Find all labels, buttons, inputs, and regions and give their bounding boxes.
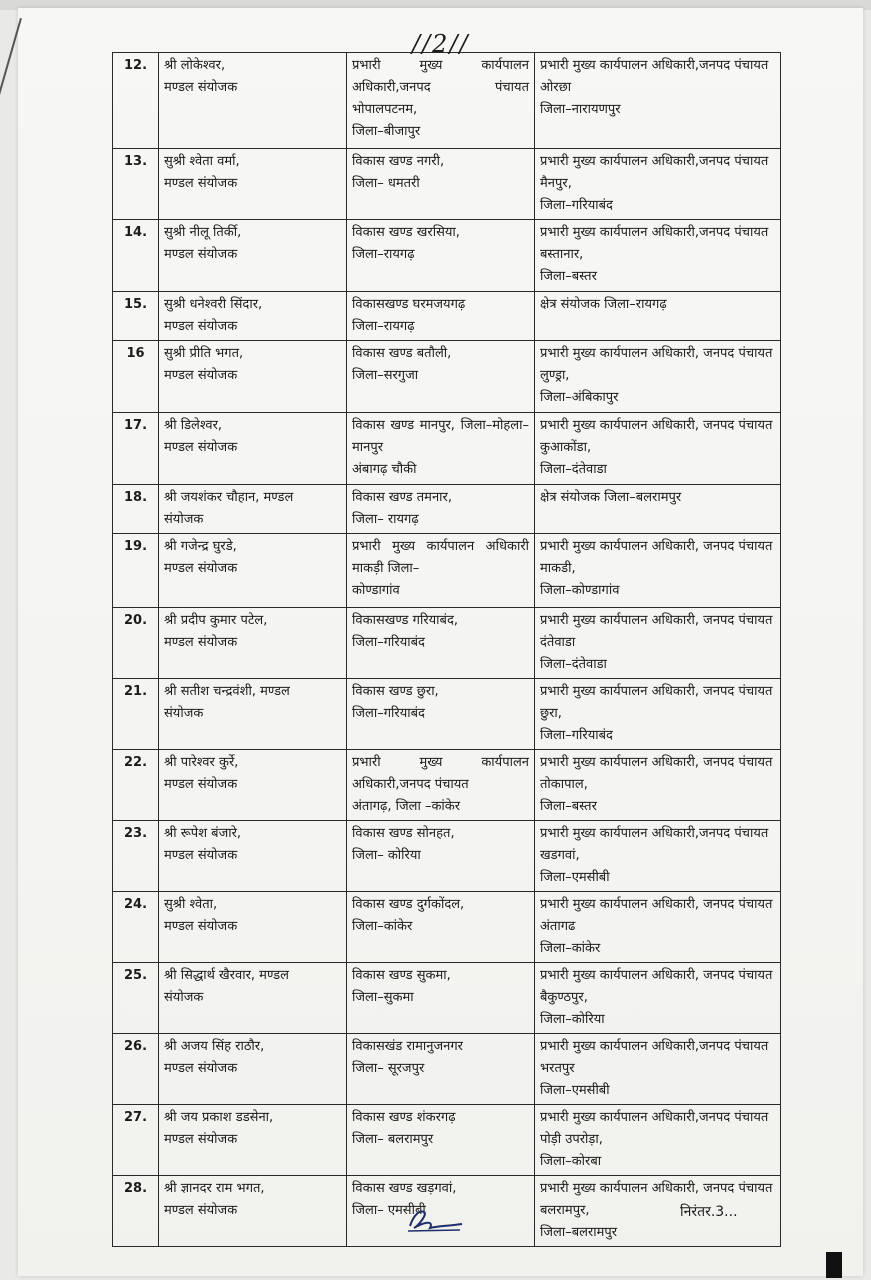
current-posting-cell-district: जिला–गरियाबंद bbox=[352, 706, 425, 721]
current-posting-cell-district: जिला–कांकेर bbox=[352, 919, 413, 934]
current-posting-cell-post: विकास खण्ड खड़गवां, bbox=[352, 1181, 457, 1196]
employee-cell-designation: मण्डल संयोजक bbox=[164, 919, 238, 934]
current-posting-cell-post: विकास खण्ड बतौली, bbox=[352, 346, 452, 361]
new-posting-cell-post: प्रभारी मुख्य कार्यपालन अधिकारी, जनपद पंचायत तोकापाल, bbox=[540, 755, 773, 792]
table-row bbox=[113, 149, 781, 220]
current-posting-cell-post: विकास खण्ड दुर्गकोंदल, bbox=[352, 897, 465, 912]
serial-number-cell-text: 25. bbox=[123, 968, 148, 983]
serial-number-cell-text: 14. bbox=[123, 225, 148, 240]
table-row bbox=[113, 892, 781, 963]
serial-number-cell-text: 26. bbox=[123, 1039, 148, 1054]
new-posting-cell-district: जिला–दंतेवाडा bbox=[540, 657, 607, 672]
employee-cell-name: श्री सिद्धार्थ खैरवार, मण्डल bbox=[164, 968, 289, 983]
table-row bbox=[113, 608, 781, 679]
serial-number-cell-text: 18. bbox=[123, 490, 148, 505]
employee-cell-name: श्री अजय सिंह राठौर, bbox=[164, 1039, 265, 1054]
serial-number-cell-text: 22. bbox=[123, 755, 148, 770]
table-row bbox=[113, 220, 781, 292]
page-number: //2// bbox=[412, 30, 470, 58]
current-posting-cell-district: जिला– एमसीबी bbox=[352, 1203, 426, 1218]
new-posting-cell bbox=[535, 892, 781, 963]
employee-cell-name: श्री रूपेश बंजारे, bbox=[164, 826, 242, 841]
serial-number-cell bbox=[113, 341, 159, 413]
employee-cell bbox=[159, 892, 347, 963]
employee-cell-designation: मण्डल संयोजक bbox=[164, 561, 238, 576]
employee-cell-name: श्री सतीश चन्द्रवंशी, मण्डल bbox=[164, 684, 290, 699]
serial-number-cell bbox=[113, 292, 159, 341]
employee-cell-name: सुश्री धनेश्वरी सिंदार, bbox=[164, 297, 263, 312]
current-posting-cell-district: अंबागढ़ चौकी bbox=[352, 462, 417, 477]
new-posting-cell bbox=[535, 1105, 781, 1176]
current-posting-cell-district: जिला–गरियाबंद bbox=[352, 635, 425, 650]
table-row bbox=[113, 413, 781, 485]
table-row bbox=[113, 679, 781, 750]
employee-cell-designation: मण्डल संयोजक bbox=[164, 1132, 238, 1147]
new-posting-cell bbox=[535, 534, 781, 608]
new-posting-cell bbox=[535, 220, 781, 292]
employee-cell bbox=[159, 413, 347, 485]
transfer-table bbox=[112, 52, 781, 1247]
new-posting-cell-district: जिला–बलरामपुर bbox=[540, 1225, 618, 1240]
employee-cell-name: श्री गजेन्द्र घुरडे, bbox=[164, 539, 237, 554]
current-posting-cell-district: जिला– धमतरी bbox=[352, 176, 420, 191]
employee-cell-designation: मण्डल संयोजक bbox=[164, 247, 238, 262]
current-posting-cell-post: प्रभारी मुख्य कार्यपालन अधिकारी,जनपद पंचायत भोपालपटनम, bbox=[352, 58, 529, 117]
employee-cell-designation: संयोजक bbox=[164, 706, 204, 721]
new-posting-cell bbox=[535, 1034, 781, 1105]
new-posting-cell-district: जिला–कोण्डागांव bbox=[540, 583, 620, 598]
new-posting-cell-district: जिला–बस्तर bbox=[540, 799, 597, 814]
serial-number-cell bbox=[113, 750, 159, 821]
new-posting-cell-post: प्रभारी मुख्य कार्यपालन अधिकारी, जनपद पंचायत छुरा, bbox=[540, 684, 773, 721]
employee-cell bbox=[159, 963, 347, 1034]
serial-number-cell-text: 19. bbox=[123, 539, 148, 554]
serial-number-cell bbox=[113, 534, 159, 608]
employee-cell bbox=[159, 53, 347, 149]
current-posting-cell-post: विकास खण्ड सुकमा, bbox=[352, 968, 451, 983]
current-posting-cell-post: प्रभारी मुख्य कार्यपालन अधिकारी,जनपद पंचायत bbox=[352, 755, 529, 792]
serial-number-cell-text: 16 bbox=[126, 346, 145, 361]
new-posting-cell-district: जिला–अंबिकापुर bbox=[540, 390, 619, 405]
employee-cell-name: श्री पारेश्वर कुर्रे, bbox=[164, 755, 239, 770]
employee-cell-name: सुश्री नीलू तिर्की, bbox=[164, 225, 242, 240]
new-posting-cell-post: प्रभारी मुख्य कार्यपालन अधिकारी, जनपद पंचायत बैकुण्ठपुर, bbox=[540, 968, 773, 1005]
employee-cell-designation: संयोजक bbox=[164, 990, 204, 1005]
new-posting-cell-district: जिला–एमसीबी bbox=[540, 870, 610, 885]
new-posting-cell-district: जिला–गरियाबंद bbox=[540, 198, 613, 213]
current-posting-cell-post: विकासखण्ड घरमजयगढ़ bbox=[352, 297, 466, 312]
serial-number-cell-text: 28. bbox=[123, 1181, 148, 1196]
new-posting-cell-post: प्रभारी मुख्य कार्यपालन अधिकारी,जनपद पंचायत बस्तानार, bbox=[540, 225, 769, 262]
employee-cell-designation: मण्डल संयोजक bbox=[164, 635, 238, 650]
new-posting-cell bbox=[535, 750, 781, 821]
serial-number-cell bbox=[113, 892, 159, 963]
current-posting-cell-post: विकास खण्ड शंकरगढ़ bbox=[352, 1110, 456, 1125]
table-row bbox=[113, 750, 781, 821]
employee-cell bbox=[159, 220, 347, 292]
current-posting-cell bbox=[347, 963, 535, 1034]
new-posting-cell-post: प्रभारी मुख्य कार्यपालन अधिकारी, जनपद पंचायत अंतागढ bbox=[540, 897, 773, 934]
new-posting-cell bbox=[535, 1176, 781, 1247]
employee-cell-name: सुश्री श्वेता, bbox=[164, 897, 218, 912]
table-row bbox=[113, 341, 781, 413]
current-posting-cell-district: जिला– कोरिया bbox=[352, 848, 421, 863]
current-posting-cell-post: विकासखण्ड गरियाबंद, bbox=[352, 613, 458, 628]
new-posting-cell-post: प्रभारी मुख्य कार्यपालन अधिकारी, जनपद पंचायत बलरामपुर, bbox=[540, 1181, 773, 1218]
table-row bbox=[113, 963, 781, 1034]
new-posting-cell-post: प्रभारी मुख्य कार्यपालन अधिकारी, जनपद पंचायत लुण्ड्रा, bbox=[540, 346, 773, 383]
current-posting-cell-district: जिला– रायगढ़ bbox=[352, 512, 419, 527]
current-posting-cell-district: जिला– सूरजपुर bbox=[352, 1061, 425, 1076]
table-row bbox=[113, 821, 781, 892]
current-posting-cell bbox=[347, 53, 535, 149]
serial-number-cell bbox=[113, 963, 159, 1034]
table-row bbox=[113, 1034, 781, 1105]
signature-mark bbox=[404, 1204, 466, 1234]
serial-number-cell-text: 12. bbox=[123, 58, 148, 73]
employee-cell bbox=[159, 149, 347, 220]
current-posting-cell bbox=[347, 534, 535, 608]
current-posting-cell-district: जिला–सुकमा bbox=[352, 990, 414, 1005]
new-posting-cell-district: जिला–कोरिया bbox=[540, 1012, 605, 1027]
corner-mark bbox=[826, 1252, 842, 1278]
serial-number-cell-text: 23. bbox=[123, 826, 148, 841]
employee-cell-name: श्री लोकेश्वर, bbox=[164, 58, 226, 73]
employee-cell-designation: संयोजक bbox=[164, 512, 204, 527]
employee-cell bbox=[159, 750, 347, 821]
serial-number-cell-text: 24. bbox=[123, 897, 148, 912]
table-row bbox=[113, 292, 781, 341]
current-posting-cell-district: जिला– बलरामपुर bbox=[352, 1132, 434, 1147]
transfer-table-body bbox=[113, 53, 781, 1247]
current-posting-cell bbox=[347, 149, 535, 220]
current-posting-cell bbox=[347, 679, 535, 750]
new-posting-cell-district: जिला–कांकेर bbox=[540, 941, 601, 956]
new-posting-cell bbox=[535, 341, 781, 413]
new-posting-cell bbox=[535, 963, 781, 1034]
serial-number-cell bbox=[113, 1105, 159, 1176]
new-posting-cell bbox=[535, 292, 781, 341]
table-row bbox=[113, 1105, 781, 1176]
serial-number-cell bbox=[113, 485, 159, 534]
new-posting-cell-post: प्रभारी मुख्य कार्यपालन अधिकारी,जनपद पंचायत पोड़ी उपरोड़ा, bbox=[540, 1110, 769, 1147]
new-posting-cell bbox=[535, 679, 781, 750]
current-posting-cell-district: जिला–रायगढ़ bbox=[352, 319, 415, 334]
new-posting-cell bbox=[535, 149, 781, 220]
serial-number-cell bbox=[113, 149, 159, 220]
current-posting-cell bbox=[347, 821, 535, 892]
employee-cell-designation: मण्डल संयोजक bbox=[164, 176, 238, 191]
employee-cell bbox=[159, 534, 347, 608]
new-posting-cell bbox=[535, 413, 781, 485]
current-posting-cell-post: विकास खण्ड छुरा, bbox=[352, 684, 439, 699]
new-posting-cell-district: जिला–कोरबा bbox=[540, 1154, 602, 1169]
new-posting-cell bbox=[535, 53, 781, 149]
new-posting-cell bbox=[535, 608, 781, 679]
employee-cell bbox=[159, 1176, 347, 1247]
serial-number-cell bbox=[113, 1176, 159, 1247]
new-posting-cell-district: जिला–एमसीबी bbox=[540, 1083, 610, 1098]
serial-number-cell bbox=[113, 220, 159, 292]
serial-number-cell-text: 27. bbox=[123, 1110, 148, 1125]
employee-cell bbox=[159, 821, 347, 892]
current-posting-cell-post: विकास खण्ड खरसिया, bbox=[352, 225, 460, 240]
employee-cell-designation: मण्डल संयोजक bbox=[164, 368, 238, 383]
employee-cell-name: सुश्री श्वेता वर्मा, bbox=[164, 154, 240, 169]
employee-cell-designation: मण्डल संयोजक bbox=[164, 848, 238, 863]
table-row bbox=[113, 53, 781, 149]
employee-cell bbox=[159, 341, 347, 413]
current-posting-cell bbox=[347, 1034, 535, 1105]
employee-cell bbox=[159, 485, 347, 534]
continued-label: निरंतर.3... bbox=[680, 1204, 738, 1220]
employee-cell-designation: मण्डल संयोजक bbox=[164, 319, 238, 334]
serial-number-cell-text: 17. bbox=[123, 418, 148, 433]
serial-number-cell bbox=[113, 821, 159, 892]
current-posting-cell-district: जिला–सरगुजा bbox=[352, 368, 419, 383]
employee-cell-name: श्री जयशंकर चौहान, मण्डल bbox=[164, 490, 294, 505]
current-posting-cell bbox=[347, 485, 535, 534]
employee-cell bbox=[159, 608, 347, 679]
current-posting-cell-post: विकास खण्ड सोनहत, bbox=[352, 826, 455, 841]
employee-cell-name: श्री ज्ञानदर राम भगत, bbox=[164, 1181, 265, 1196]
current-posting-cell bbox=[347, 1105, 535, 1176]
current-posting-cell bbox=[347, 292, 535, 341]
employee-cell-designation: मण्डल संयोजक bbox=[164, 1061, 238, 1076]
employee-cell-designation: मण्डल संयोजक bbox=[164, 80, 238, 95]
serial-number-cell-text: 21. bbox=[123, 684, 148, 699]
employee-cell bbox=[159, 1034, 347, 1105]
employee-cell bbox=[159, 679, 347, 750]
current-posting-cell-post: प्रभारी मुख्य कार्यपालन अधिकारी माकड़ी जिला– bbox=[352, 539, 529, 576]
new-posting-cell-district: जिला–गरियाबंद bbox=[540, 728, 613, 743]
new-posting-cell-post: प्रभारी मुख्य कार्यपालन अधिकारी,जनपद पंचायत भरतपुर bbox=[540, 1039, 769, 1076]
employee-cell bbox=[159, 292, 347, 341]
new-posting-cell-post: प्रभारी मुख्य कार्यपालन अधिकारी, जनपद पंचायत माकडी, bbox=[540, 539, 773, 576]
current-posting-cell-district: अंतागढ़, जिला –कांकेर bbox=[352, 799, 461, 814]
employee-cell-designation: मण्डल संयोजक bbox=[164, 440, 238, 455]
table-row bbox=[113, 534, 781, 608]
new-posting-cell-district: जिला–बस्तर bbox=[540, 269, 597, 284]
new-posting-cell-post: प्रभारी मुख्य कार्यपालन अधिकारी, जनपद पंचायत कुआकोंडा, bbox=[540, 418, 773, 455]
new-posting-cell-post: प्रभारी मुख्य कार्यपालन अधिकारी, जनपद पंचायत दंतेवाडा bbox=[540, 613, 773, 650]
current-posting-cell-post: विकासखंड रामानुजनगर bbox=[352, 1039, 463, 1054]
serial-number-cell-text: 20. bbox=[123, 613, 148, 628]
employee-cell-name: श्री जय प्रकाश डडसेना, bbox=[164, 1110, 274, 1125]
serial-number-cell bbox=[113, 679, 159, 750]
employee-cell-designation: मण्डल संयोजक bbox=[164, 777, 238, 792]
table-row bbox=[113, 485, 781, 534]
new-posting-cell-post: क्षेत्र संयोजक जिला–बलरामपुर bbox=[540, 490, 682, 505]
new-posting-cell-post: प्रभारी मुख्य कार्यपालन अधिकारी,जनपद पंचायत खडगवां, bbox=[540, 826, 769, 863]
current-posting-cell-district: जिला–बीजापुर bbox=[352, 124, 421, 139]
new-posting-cell-post: क्षेत्र संयोजक जिला–रायगढ़ bbox=[540, 297, 667, 312]
employee-cell-name: सुश्री प्रीति भगत, bbox=[164, 346, 244, 361]
current-posting-cell-post: विकास खण्ड तमनार, bbox=[352, 490, 452, 505]
serial-number-cell bbox=[113, 608, 159, 679]
serial-number-cell-text: 13. bbox=[123, 154, 148, 169]
employee-cell-designation: मण्डल संयोजक bbox=[164, 1203, 238, 1218]
current-posting-cell-post: विकास खण्ड नगरी, bbox=[352, 154, 445, 169]
employee-cell-name: श्री प्रदीप कुमार पटेल, bbox=[164, 613, 268, 628]
new-posting-cell-district: जिला–दंतेवाडा bbox=[540, 462, 607, 477]
employee-cell bbox=[159, 1105, 347, 1176]
current-posting-cell bbox=[347, 892, 535, 963]
serial-number-cell-text: 15. bbox=[123, 297, 148, 312]
current-posting-cell bbox=[347, 220, 535, 292]
new-posting-cell bbox=[535, 821, 781, 892]
current-posting-cell-district: कोण्डागांव bbox=[352, 583, 400, 598]
new-posting-cell-district: जिला–नारायणपुर bbox=[540, 102, 621, 117]
serial-number-cell bbox=[113, 1034, 159, 1105]
current-posting-cell bbox=[347, 413, 535, 485]
current-posting-cell bbox=[347, 750, 535, 821]
current-posting-cell-post: विकास खण्ड मानपुर, जिला–मोहला–मानपुर bbox=[352, 418, 529, 455]
new-posting-cell-post: प्रभारी मुख्य कार्यपालन अधिकारी,जनपद पंचायत मैनपुर, bbox=[540, 154, 769, 191]
serial-number-cell bbox=[113, 413, 159, 485]
current-posting-cell-district: जिला–रायगढ़ bbox=[352, 247, 415, 262]
new-posting-cell-post: प्रभारी मुख्य कार्यपालन अधिकारी,जनपद पंचायत ओरछा bbox=[540, 58, 769, 95]
employee-cell-name: श्री डिलेश्वर, bbox=[164, 418, 223, 433]
current-posting-cell bbox=[347, 608, 535, 679]
new-posting-cell bbox=[535, 485, 781, 534]
current-posting-cell bbox=[347, 341, 535, 413]
serial-number-cell bbox=[113, 53, 159, 149]
